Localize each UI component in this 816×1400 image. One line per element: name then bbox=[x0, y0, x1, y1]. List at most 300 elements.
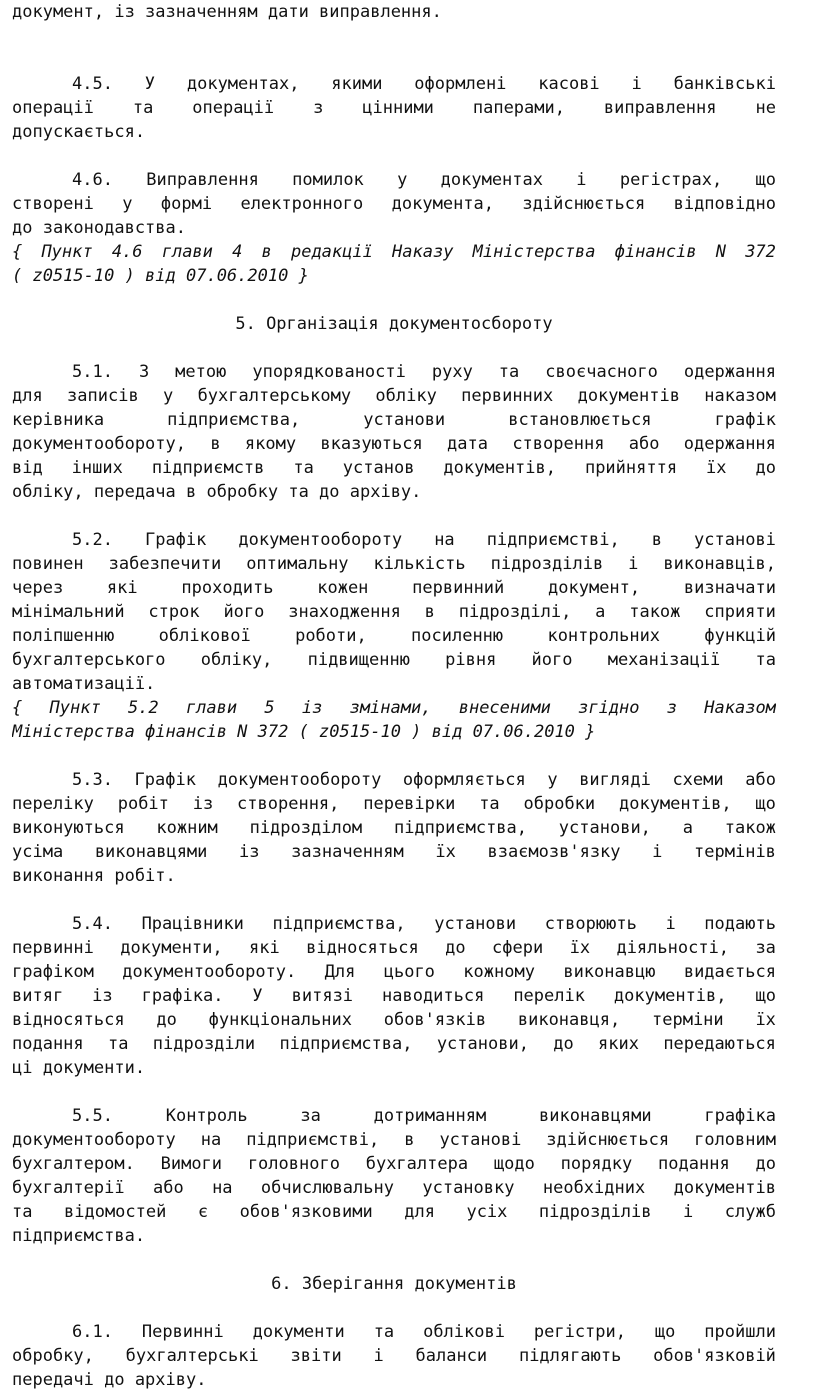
word: регістри, bbox=[533, 1322, 626, 1342]
word: змінами, bbox=[349, 698, 432, 718]
word: переліку bbox=[12, 794, 94, 814]
word: на bbox=[212, 1178, 233, 1198]
word: а bbox=[682, 818, 693, 838]
word: в bbox=[651, 530, 663, 550]
word: в bbox=[424, 602, 435, 622]
word: відносяться bbox=[12, 1010, 125, 1030]
word: оформляється bbox=[402, 770, 526, 790]
word: 5 bbox=[264, 698, 275, 718]
word: обчислювальну bbox=[260, 1178, 394, 1198]
word: установі bbox=[694, 530, 776, 550]
word: звіти bbox=[290, 1346, 342, 1366]
word: установку bbox=[422, 1178, 515, 1198]
word: від bbox=[12, 458, 43, 478]
word: графік bbox=[714, 410, 776, 430]
word: і bbox=[373, 1346, 384, 1366]
word: сприяти bbox=[704, 602, 776, 622]
word: за bbox=[755, 938, 776, 958]
word: обробку, bbox=[12, 1346, 94, 1366]
word: створені bbox=[12, 194, 94, 214]
word: відносяться bbox=[306, 938, 419, 958]
word: у bbox=[122, 194, 133, 214]
word: бухгалтера bbox=[365, 1154, 469, 1174]
paragraph-5-2-line bbox=[12, 600, 776, 624]
word: Пункт bbox=[41, 242, 93, 262]
word: також bbox=[629, 602, 681, 622]
word: Для bbox=[324, 962, 356, 982]
word: перевірки bbox=[363, 794, 456, 814]
word: кожен bbox=[317, 578, 369, 598]
word: повинен bbox=[12, 554, 84, 574]
word: та bbox=[107, 1034, 129, 1054]
word: помилок bbox=[292, 170, 364, 190]
word: виконавців, bbox=[663, 554, 776, 574]
paragraph-5-4-line: ці документи. bbox=[12, 1058, 146, 1078]
word: і bbox=[576, 170, 587, 190]
word: кількість bbox=[373, 554, 466, 574]
word: що bbox=[654, 1322, 676, 1342]
word: служб bbox=[724, 1202, 776, 1222]
word: діяльності, bbox=[616, 938, 730, 958]
word: графіка bbox=[704, 1106, 776, 1126]
word: в bbox=[210, 434, 221, 454]
paragraph-5-4-line bbox=[12, 1008, 776, 1032]
paragraph-5-5-line bbox=[12, 1200, 776, 1224]
word: метою bbox=[175, 362, 227, 382]
word: Графік bbox=[144, 530, 207, 550]
word: для bbox=[12, 386, 43, 406]
word: підрозділі, bbox=[458, 602, 572, 622]
paragraph-5-5-line bbox=[12, 1152, 776, 1176]
word: Працівники bbox=[141, 914, 244, 934]
word: виконуються bbox=[12, 818, 125, 838]
word: рівня bbox=[445, 650, 497, 670]
word: внесеними bbox=[458, 698, 551, 718]
word: підрозділи bbox=[152, 1034, 256, 1054]
word: оформлені bbox=[414, 74, 507, 94]
word: виконавцями bbox=[538, 1106, 652, 1126]
paragraph-5-2-line bbox=[12, 528, 776, 552]
word: документи, bbox=[120, 938, 223, 958]
word: Наказом bbox=[704, 698, 776, 718]
word: первинні bbox=[12, 938, 94, 958]
word: із bbox=[239, 842, 260, 862]
paragraph-5-2-line bbox=[12, 576, 776, 600]
word: виконавця, bbox=[517, 1010, 621, 1030]
word: обов'язковій bbox=[653, 1346, 776, 1366]
word: документообороту bbox=[12, 1130, 176, 1150]
word: документообороту. bbox=[122, 962, 297, 982]
word: усіх bbox=[466, 1202, 508, 1222]
word: та bbox=[293, 458, 314, 478]
paragraph-5-2-line: автоматизації. bbox=[12, 674, 156, 694]
word: 372 bbox=[745, 242, 776, 262]
word: у bbox=[163, 386, 174, 406]
word: бухгалтерії bbox=[12, 1178, 125, 1198]
word: або bbox=[628, 434, 660, 454]
word: створення bbox=[512, 434, 605, 454]
word: і bbox=[683, 1202, 694, 1222]
word: У bbox=[144, 74, 156, 94]
word: прийняття bbox=[584, 458, 678, 478]
word: установи bbox=[434, 914, 517, 934]
word: кожним bbox=[156, 818, 218, 838]
word: паперами, bbox=[472, 98, 565, 118]
word: регістрах, bbox=[619, 170, 723, 190]
word: підприємстві, bbox=[486, 530, 620, 550]
word: документах, bbox=[186, 74, 300, 94]
word: та bbox=[12, 1202, 33, 1222]
word: якому bbox=[244, 434, 297, 454]
word: підприємства, bbox=[393, 818, 528, 838]
word: із bbox=[92, 986, 113, 1006]
word: первинний bbox=[412, 578, 505, 598]
amendment-note: Міністерства фінансів N 372 ( z0515-10 ) від 07.06.2010 } bbox=[12, 722, 596, 742]
word: в bbox=[404, 1130, 415, 1150]
word: до bbox=[553, 1034, 574, 1054]
word: строк bbox=[148, 602, 200, 622]
word: що bbox=[755, 794, 776, 814]
word: дата bbox=[447, 434, 488, 454]
word: відомостей bbox=[64, 1202, 167, 1222]
amendment-note bbox=[12, 240, 776, 264]
word: усіма bbox=[12, 842, 64, 862]
word: їх bbox=[435, 842, 456, 862]
word: до bbox=[755, 1154, 776, 1174]
section-heading-5: 5. Організація документосбороту bbox=[235, 314, 553, 334]
word: його bbox=[223, 602, 265, 622]
paragraph-5-3-line: виконання робіт. bbox=[12, 866, 176, 886]
paragraph-4-6-line bbox=[12, 168, 776, 192]
word: створення, bbox=[237, 794, 340, 814]
word: знаходження bbox=[288, 602, 401, 622]
word: на bbox=[434, 530, 455, 550]
word: документообороту bbox=[217, 770, 382, 790]
word: облікові bbox=[423, 1322, 505, 1342]
word: графіка. bbox=[141, 986, 224, 1006]
word: установи, bbox=[436, 1034, 529, 1054]
word: підрозділом bbox=[249, 818, 363, 838]
paragraph-4-5-line bbox=[12, 72, 776, 96]
paragraph-5-3-line bbox=[12, 768, 776, 792]
paragraph-5-1-line: обліку, передача в обробку та до архіву. bbox=[12, 482, 422, 502]
paragraph-4-6-line bbox=[12, 192, 776, 216]
word: до bbox=[156, 1010, 177, 1030]
word: у bbox=[397, 170, 408, 190]
word: порядку bbox=[560, 1154, 633, 1174]
paragraph-5-4-line bbox=[12, 960, 776, 984]
word: 6.1. bbox=[72, 1322, 113, 1342]
paragraph-4-6-line: до законодавства. bbox=[12, 218, 186, 238]
word: своєчасного bbox=[545, 362, 658, 382]
word: установи, bbox=[558, 818, 651, 838]
word: { bbox=[12, 698, 23, 718]
word: а bbox=[595, 602, 606, 622]
word: обробки bbox=[523, 794, 596, 814]
word: мінімальний bbox=[12, 602, 125, 622]
word: із bbox=[192, 794, 214, 814]
word: документи bbox=[252, 1322, 345, 1342]
word: глави bbox=[161, 242, 213, 262]
word: терміни bbox=[652, 1010, 724, 1030]
word: N bbox=[715, 242, 726, 262]
word: 4.5. bbox=[72, 74, 113, 94]
word: одержання bbox=[683, 434, 776, 454]
word: кожному bbox=[463, 962, 535, 982]
word: згідно bbox=[578, 698, 640, 718]
word: виконавцями bbox=[94, 842, 208, 862]
word: графіком bbox=[12, 962, 94, 982]
word: і bbox=[631, 74, 642, 94]
word: яких bbox=[598, 1034, 639, 1054]
word: бухгалтерського bbox=[12, 650, 166, 670]
word: операції bbox=[192, 98, 275, 118]
word: обов'язків bbox=[383, 1010, 487, 1030]
word: Графік bbox=[134, 770, 196, 790]
word: схеми bbox=[672, 770, 724, 790]
word: операції bbox=[12, 98, 94, 118]
word: і bbox=[665, 914, 676, 934]
paragraph-5-2-line bbox=[12, 552, 776, 576]
word: здійснюється bbox=[546, 1130, 670, 1150]
word: обліку, bbox=[200, 650, 273, 670]
word: і bbox=[652, 842, 663, 862]
text-line: документ, із зазначенням дати виправлення. bbox=[12, 2, 442, 22]
paragraph-5-4-line bbox=[12, 984, 776, 1008]
word: та bbox=[755, 650, 776, 670]
word: У bbox=[252, 986, 263, 1006]
word: контрольних bbox=[547, 626, 661, 646]
word: підприємства, bbox=[272, 914, 406, 934]
word: 5.5. bbox=[72, 1106, 113, 1126]
word: фінансів bbox=[614, 242, 697, 262]
word: створюють bbox=[544, 914, 637, 934]
word: подання bbox=[12, 1034, 84, 1054]
word: встановлюється bbox=[508, 410, 652, 430]
paragraph-5-5-line bbox=[12, 1104, 776, 1128]
word: забезпечити bbox=[108, 554, 222, 574]
word: 5.1. bbox=[72, 362, 113, 382]
word: виконавцю bbox=[563, 962, 656, 982]
word: визначати bbox=[683, 578, 776, 598]
word: головним bbox=[694, 1130, 776, 1150]
word: підприємства, bbox=[167, 410, 301, 430]
word: вказуються bbox=[320, 434, 423, 454]
paragraph-5-5-line: підприємства. bbox=[12, 1226, 146, 1246]
word: на bbox=[200, 1130, 222, 1150]
word: первинних bbox=[461, 386, 554, 406]
word: посиленню bbox=[411, 626, 504, 646]
paragraph-6-1-line: передачі до архіву. bbox=[12, 1370, 207, 1390]
amendment-note bbox=[12, 696, 776, 720]
word: установ bbox=[342, 458, 415, 478]
paragraph-5-1-line bbox=[12, 384, 776, 408]
paragraph-5-1-line bbox=[12, 432, 776, 456]
word: витяг bbox=[12, 986, 64, 1006]
word: через bbox=[12, 578, 64, 598]
word: банківські bbox=[673, 74, 776, 94]
word: підприємстві, bbox=[246, 1130, 380, 1150]
paragraph-5-1-line bbox=[12, 360, 776, 384]
word: його bbox=[531, 650, 573, 670]
word: за bbox=[300, 1106, 321, 1126]
word: для bbox=[404, 1202, 435, 1222]
word: інших bbox=[71, 458, 123, 478]
paragraph-5-4-line bbox=[12, 1032, 776, 1056]
word: документів, bbox=[613, 986, 727, 1006]
word: механізації bbox=[607, 650, 721, 670]
word: виправлення bbox=[603, 98, 717, 118]
word: упорядкованості bbox=[252, 362, 406, 382]
word: документів, bbox=[443, 458, 556, 478]
word: здійснюється bbox=[522, 194, 646, 214]
word: у bbox=[547, 770, 558, 790]
word: обов'язковими bbox=[239, 1202, 373, 1222]
word: глави bbox=[185, 698, 238, 718]
word: та bbox=[373, 1322, 395, 1342]
word: робіт bbox=[117, 794, 169, 814]
word: 4.6 bbox=[111, 242, 143, 262]
word: 4 bbox=[232, 242, 243, 262]
word: не bbox=[755, 98, 776, 118]
word: їх bbox=[706, 458, 727, 478]
word: наводиться bbox=[382, 986, 485, 1006]
word: цінними bbox=[362, 98, 434, 118]
paragraph-4-5-line: допускається. bbox=[12, 122, 146, 142]
word: електронного bbox=[240, 194, 364, 214]
word: підприємства, bbox=[279, 1034, 413, 1054]
word: подання bbox=[658, 1154, 730, 1174]
paragraph-6-1-line bbox=[12, 1320, 776, 1344]
word: Первинні bbox=[141, 1322, 224, 1342]
word: термінів bbox=[694, 842, 776, 862]
word: редакції bbox=[290, 242, 373, 262]
word: документах bbox=[440, 170, 543, 190]
word: функціональних bbox=[208, 1010, 352, 1030]
word: вигляді bbox=[579, 770, 651, 790]
amendment-note: ( z0515-10 ) від 07.06.2010 } bbox=[12, 266, 309, 286]
word: якими bbox=[331, 74, 383, 94]
word: необхідних bbox=[542, 1178, 646, 1198]
word: також bbox=[724, 818, 776, 838]
word: витязі bbox=[291, 986, 354, 1006]
word: та bbox=[132, 98, 154, 118]
word: бухгалтерські bbox=[125, 1346, 259, 1366]
word: і bbox=[628, 554, 639, 574]
word: документообороту, bbox=[12, 434, 186, 454]
word: функцій bbox=[704, 626, 776, 646]
word: з bbox=[313, 98, 324, 118]
word: Контроль bbox=[165, 1106, 248, 1126]
word: цього bbox=[383, 962, 435, 982]
paragraph-4-5-line bbox=[12, 96, 776, 120]
word: записів bbox=[67, 386, 139, 406]
word: підлягають bbox=[518, 1346, 622, 1366]
word: руху bbox=[431, 362, 473, 382]
word: або bbox=[745, 770, 776, 790]
word: головного bbox=[247, 1154, 340, 1174]
word: пройшли bbox=[704, 1322, 776, 1342]
word: їх bbox=[755, 1010, 776, 1030]
word: установі bbox=[439, 1130, 522, 1150]
word: З bbox=[138, 362, 150, 382]
word: які bbox=[249, 938, 280, 958]
word: керівника bbox=[12, 410, 105, 430]
word: одержання bbox=[683, 362, 776, 382]
word: взаємозв'язку bbox=[487, 842, 621, 862]
word: наказом bbox=[704, 386, 776, 406]
word: із bbox=[301, 698, 323, 718]
word: документів, bbox=[618, 794, 732, 814]
word: відповідно bbox=[673, 194, 776, 214]
word: з bbox=[666, 698, 678, 718]
word: установи bbox=[363, 410, 446, 430]
paragraph-5-3-line bbox=[12, 792, 776, 816]
word: Пункт bbox=[49, 698, 101, 718]
word: проходить bbox=[181, 578, 274, 598]
word: або bbox=[152, 1178, 184, 1198]
word: формі bbox=[160, 194, 213, 214]
word: Виправлення bbox=[146, 170, 259, 190]
paragraph-5-4-line bbox=[12, 912, 776, 936]
word: документ, bbox=[548, 578, 641, 598]
word: до bbox=[445, 938, 466, 958]
word: які bbox=[106, 578, 138, 598]
word: їх bbox=[569, 938, 591, 958]
word: що bbox=[755, 986, 776, 1006]
paragraph-6-1-line bbox=[12, 1344, 776, 1368]
word: документа, bbox=[391, 194, 495, 214]
paragraph-5-3-line bbox=[12, 840, 776, 864]
word: подають bbox=[704, 914, 776, 934]
word: підрозділів bbox=[538, 1202, 652, 1222]
word: підвищенню bbox=[307, 650, 410, 670]
word: Вимоги bbox=[160, 1154, 223, 1174]
paragraph-5-1-line bbox=[12, 408, 776, 432]
word: документообороту bbox=[238, 530, 403, 550]
word: передаються bbox=[663, 1034, 776, 1054]
word: до bbox=[755, 458, 776, 478]
word: та bbox=[498, 362, 520, 382]
word: 5.4. bbox=[72, 914, 113, 934]
word: та bbox=[479, 794, 500, 814]
word: касові bbox=[538, 74, 600, 94]
word: { bbox=[12, 242, 23, 262]
word: сфери bbox=[492, 938, 544, 958]
word: баланси bbox=[415, 1346, 488, 1366]
paragraph-5-5-line bbox=[12, 1128, 776, 1152]
word: 5.2. bbox=[72, 530, 113, 550]
paragraph-5-2-line bbox=[12, 624, 776, 648]
word: Міністерства bbox=[472, 242, 596, 262]
paragraph-5-2-line bbox=[12, 648, 776, 672]
word: обліку bbox=[375, 386, 437, 406]
word: в bbox=[261, 242, 272, 262]
paragraph-5-3-line bbox=[12, 816, 776, 840]
word: 5.3. bbox=[72, 770, 113, 790]
word: документів bbox=[577, 386, 680, 406]
word: бухгалтером. bbox=[12, 1154, 135, 1174]
section-heading-6: 6. Зберігання документів bbox=[271, 1274, 517, 1294]
paragraph-5-1-line bbox=[12, 456, 776, 480]
word: роботи, bbox=[295, 626, 367, 646]
word: перелік bbox=[513, 986, 585, 1006]
word: підрозділів bbox=[490, 554, 604, 574]
word: документів bbox=[673, 1178, 776, 1198]
word: видається bbox=[683, 962, 776, 982]
word: зазначенням bbox=[291, 842, 404, 862]
word: є bbox=[197, 1202, 209, 1222]
